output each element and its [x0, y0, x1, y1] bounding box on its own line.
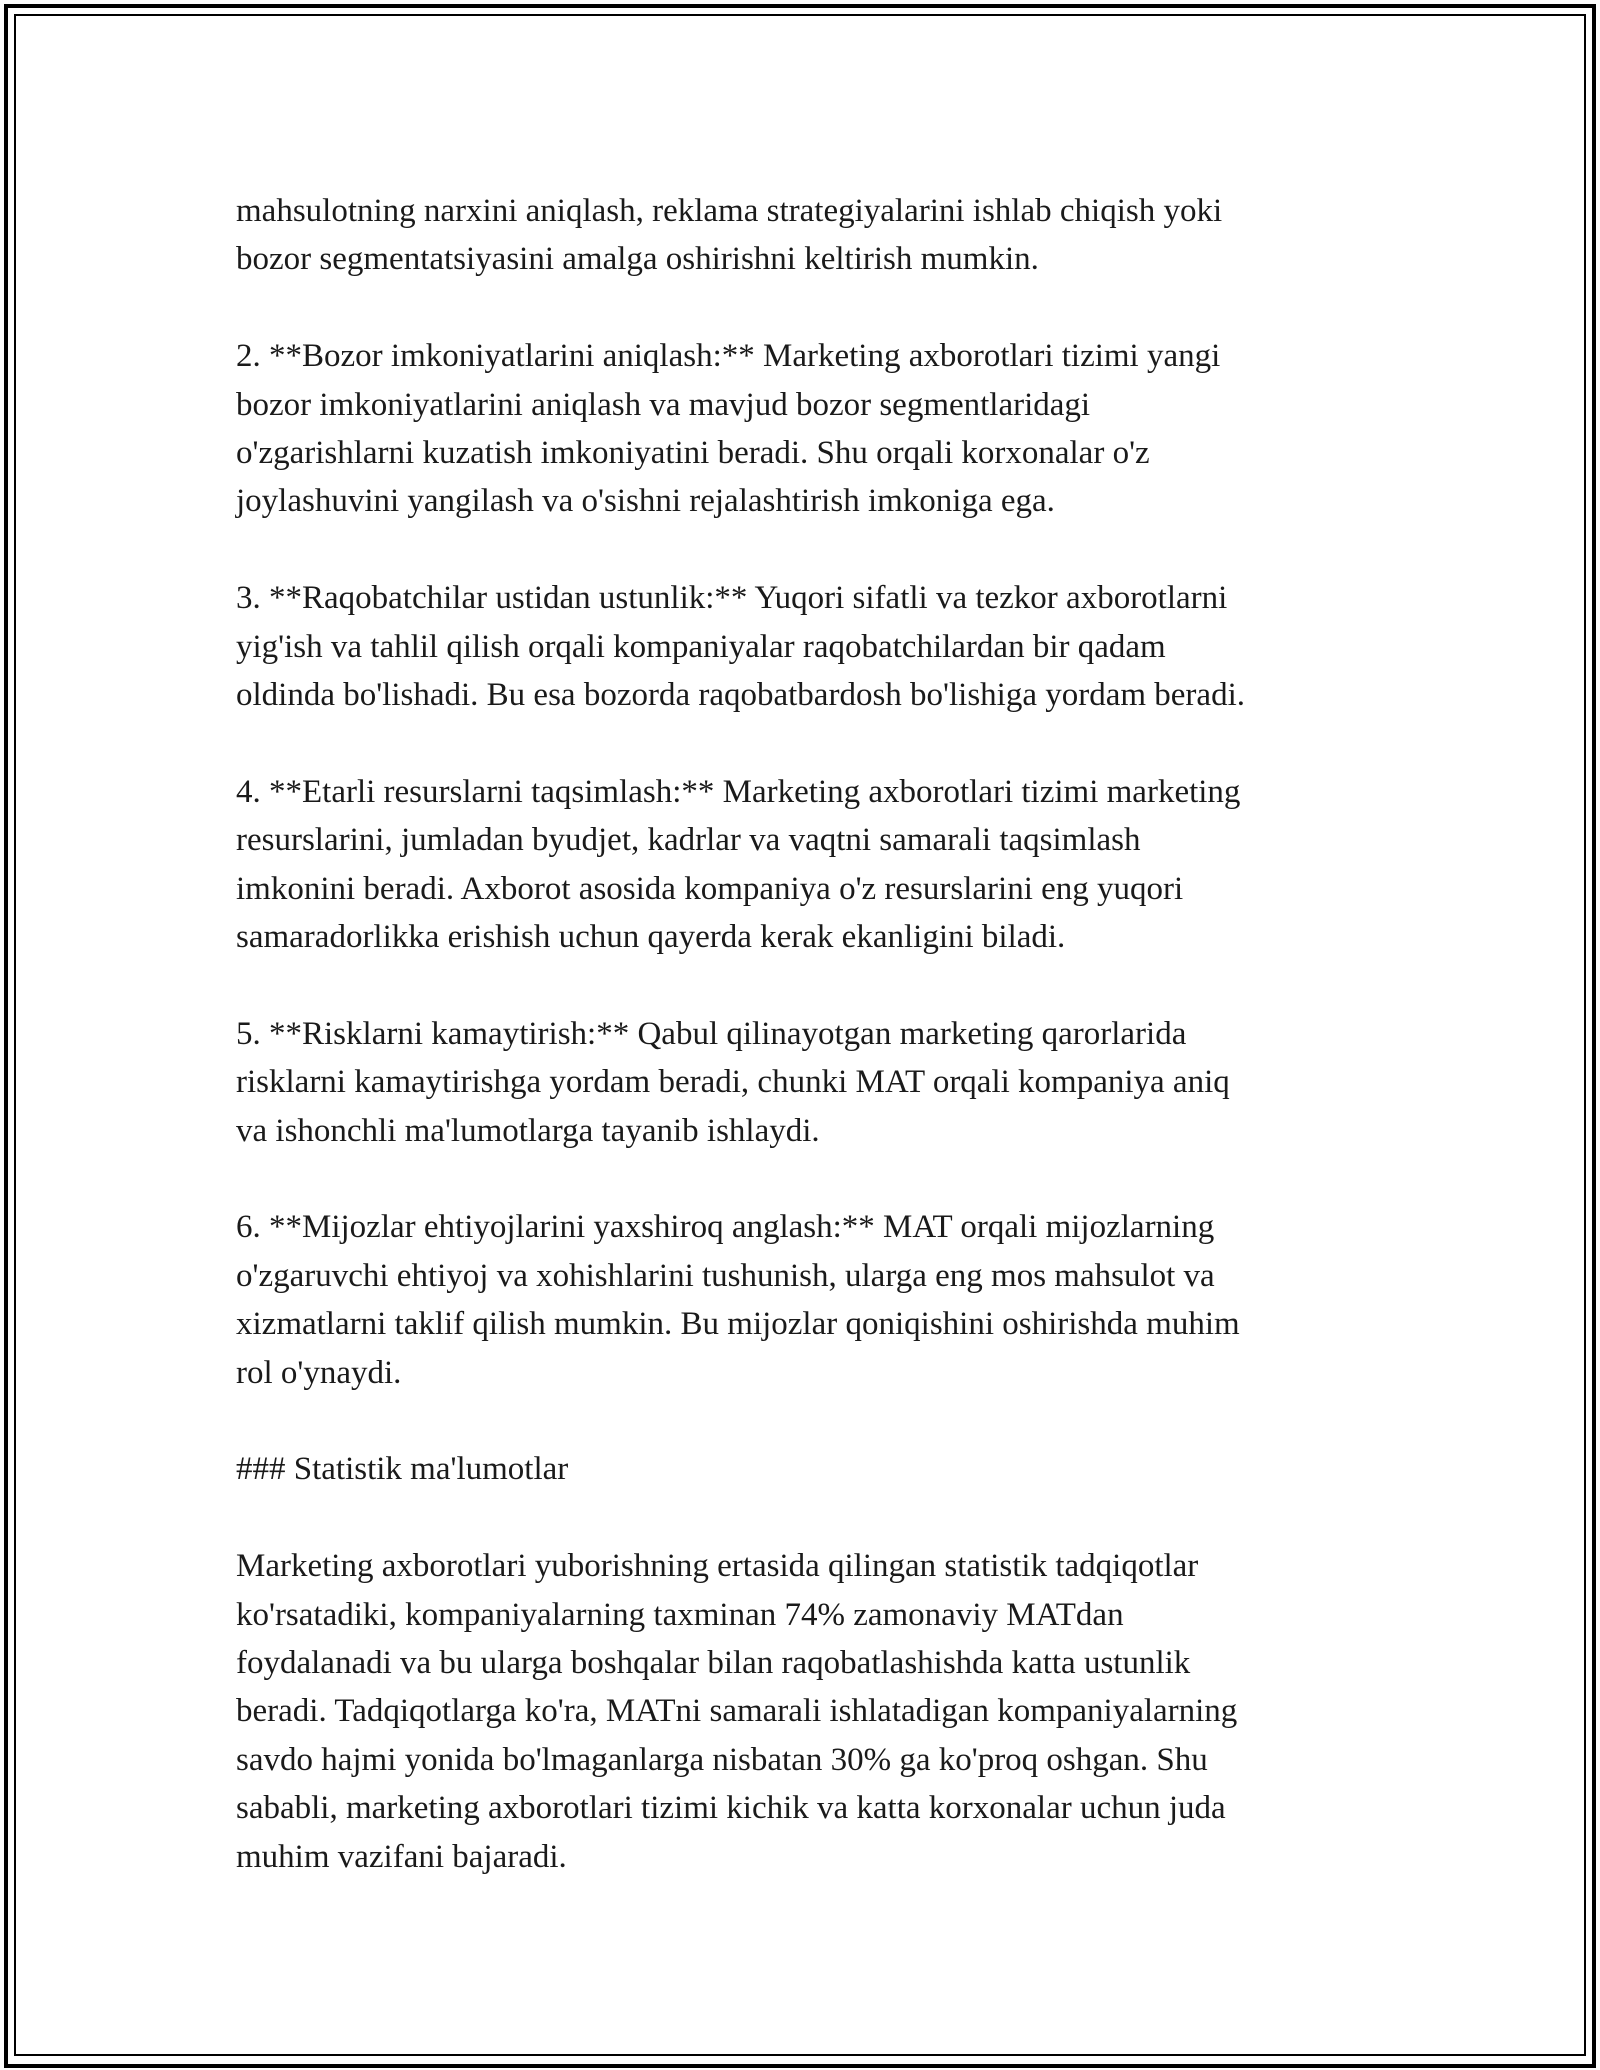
paragraph-item-2: 2. **Bozor imkoniyatlarini aniqlash:** Marketing axborotlari tizimi yangi bozor imkoniyatlarini aniqlash va mavjud bozor segmentlaridagi o'zgarishlarni kuzatish imkoniyatini beradi. Shu orqali korxonalar o'z joylashuvini yangilash va o'sishni rejalashtirish imkoniga ega.: [236, 338, 1221, 520]
document-body: [236, 187, 1366, 1881]
paragraph-intro-continuation: mahsulotning narxini aniqlash, reklama strategiyalarini ishlab chiqish yoki bozor segmentatsiyasini amalga oshirishni keltirish mumkin.: [236, 193, 1223, 278]
paragraph-item-5: 5. **Risklarni kamaytirish:** Qabul qilinayotgan marketing qarorlarida risklarni kamaytirishga yordam beradi, chunki MAT orqali kompaniya aniq va ishonchli ma'lumotlarga tayanib ishlaydi.: [236, 1015, 1230, 1149]
paragraph-item-4: 4. **Etarli resurslarni taqsimlash:** Marketing axborotlari tizimi marketing resurslarini, jumladan byudjet, kadrlar va vaqtni samarali taqsimlash imkonini beradi. Axborot asosida kompaniya o'z resurslarini eng yuqori samaradorlikka erishish uchun qayerda kerak ekanligini biladi.: [236, 773, 1241, 956]
paragraph-statistics: Marketing axborotlari yuborishning ertasida qilingan statistik tadqiqotlar ko'rsatadiki, kompaniyalarning taxminan 74% zamonaviy MATdan foydalanadi va bu ularga boshqalar bilan raqobatlashishda katta ustunlik beradi. Tadqiqotlarga ko'ra, MATni samarali ishlatadigan kompaniyalarning savdo hajmi yonida bo'lmaganlarga nisbatan 30% ga ko'proq oshgan. Shu sababli, marketing axborotlari tizimi kichik va katta korxonalar uchun juda muhim vazifani bajaradi.: [236, 1548, 1238, 1875]
section-heading: ### Statistik ma'lumotlar: [236, 1451, 569, 1488]
paragraph-item-6: 6. **Mijozlar ehtiyojlarini yaxshiroq anglash:** MAT orqali mijozlarning o'zgaruvchi ehtiyoj va xohishlarini tushunish, ularga eng mos mahsulot va xizmatlarni taklif qilish mumkin. Bu mijozlar qoniqishini oshirishda muhim rol o'ynaydi.: [236, 1209, 1240, 1391]
paragraph-item-3: 3. **Raqobatchilar ustidan ustunlik:** Yuqori sifatli va tezkor axborotlarni yig'ish va tahlil qilish orqali kompaniyalar raqobatchilardan bir qadam oldinda bo'lishadi. Bu esa bozorda raqobatbardosh bo'lishiga yordam beradi.: [236, 580, 1245, 714]
